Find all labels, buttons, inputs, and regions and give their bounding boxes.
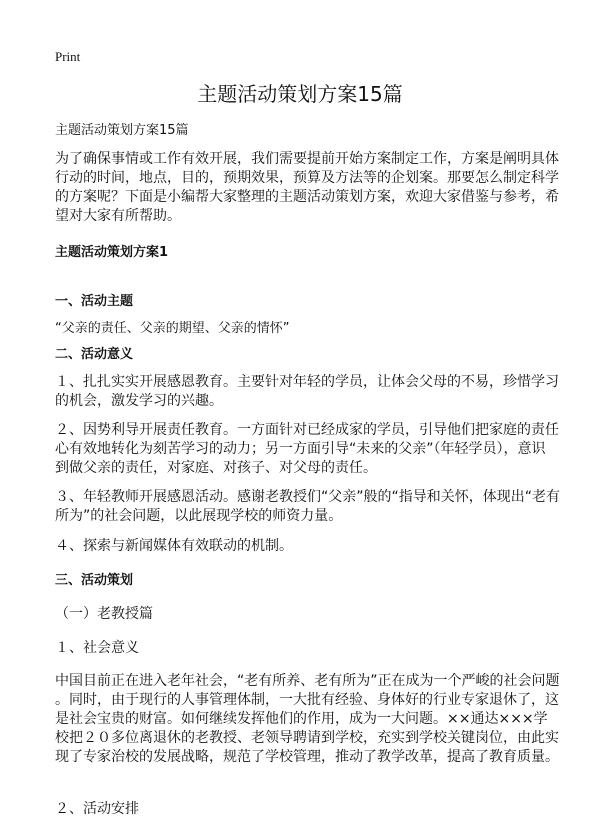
intro-paragraph <box>55 150 559 226</box>
text-line: １、扎扎实实开展感恩教育。主要针对年轻的学员，让体会父母的不易，珍惜学习 <box>55 374 559 390</box>
item-3 <box>55 488 561 526</box>
page-title: 主题活动策划方案15篇 <box>197 82 403 106</box>
item-1 <box>55 373 559 411</box>
text-line: 现了专家治校的发展战略，规范了学校管理，推动了教学改革，提高了教育质量。 <box>55 749 559 765</box>
text-line: 望对大家有所帮助。 <box>55 208 181 224</box>
text-line: ３、年轻教师开展感恩活动。感谢老教授们“父亲”般的“指导和关怀，体现出“老有 <box>55 489 561 505</box>
text-line: 行动的时间，地点，目的，预期效果，预算及方法等的企划案。那要怎么制定科学 <box>55 170 559 186</box>
text-line: 。同时，由于现行的人事管理体制，一大批有经验、身体好的行业专家退休了，这 <box>55 692 559 708</box>
social-meaning-heading: １、社会意义 <box>55 640 139 656</box>
text-line: 中国目前正在进入老年社会，“老有所养、老有所为”正在成为一个严峻的社会问题 <box>55 673 560 689</box>
theme-text: “父亲的责任、父亲的期望、父亲的情怀” <box>55 321 290 336</box>
arrangement-heading: ２、活动安排 <box>55 801 139 817</box>
item-4: ４、探索与新闻媒体有效联动的机制。 <box>55 538 293 554</box>
heading-theme: 一、活动主题 <box>55 294 134 309</box>
text-line: 为了确保事情或工作有效开展，我们需要提前开始方案制定工作，方案是阐明具体 <box>55 151 559 167</box>
subtitle: 主题活动策划方案15篇 <box>55 123 189 138</box>
text-line: 心有效地转化为刻苦学习的动力；另一方面引导“未来的父亲”（年轻学员），意识 <box>55 441 546 457</box>
heading-plan: 三、活动策划 <box>55 573 134 588</box>
text-line: 是社会宝贵的财富。如何继续发挥他们的作用，成为一大问题。××通达×××学 <box>55 711 548 727</box>
item-2 <box>55 421 559 478</box>
text-line: 的机会，激发学习的兴趣。 <box>55 393 223 409</box>
section-heading: 主题活动策划方案1 <box>55 245 169 260</box>
text-line: 校把２０多位离退休的老教授、老领导聘请到学校，充实到学校关键岗位，由此实 <box>55 730 559 746</box>
social-paragraph <box>55 672 560 767</box>
text-line: 到做父亲的责任，对家庭、对孩子、对父母的责任。 <box>55 460 377 476</box>
print-link[interactable]: Print <box>55 49 81 64</box>
text-line: 所为”的社会问题，以此展现学校的师资力量。 <box>55 508 343 524</box>
subheading-professors: （一）老教授篇 <box>55 606 153 622</box>
text-line: ２、因势利导开展责任教育。一方面针对已经成家的学员，引导他们把家庭的责任 <box>55 422 559 438</box>
heading-meaning: 二、活动意义 <box>55 347 134 362</box>
text-line: 的方案呢？下面是小编帮大家整理的主题活动策划方案，欢迎大家借鉴与参考，希 <box>55 189 559 205</box>
